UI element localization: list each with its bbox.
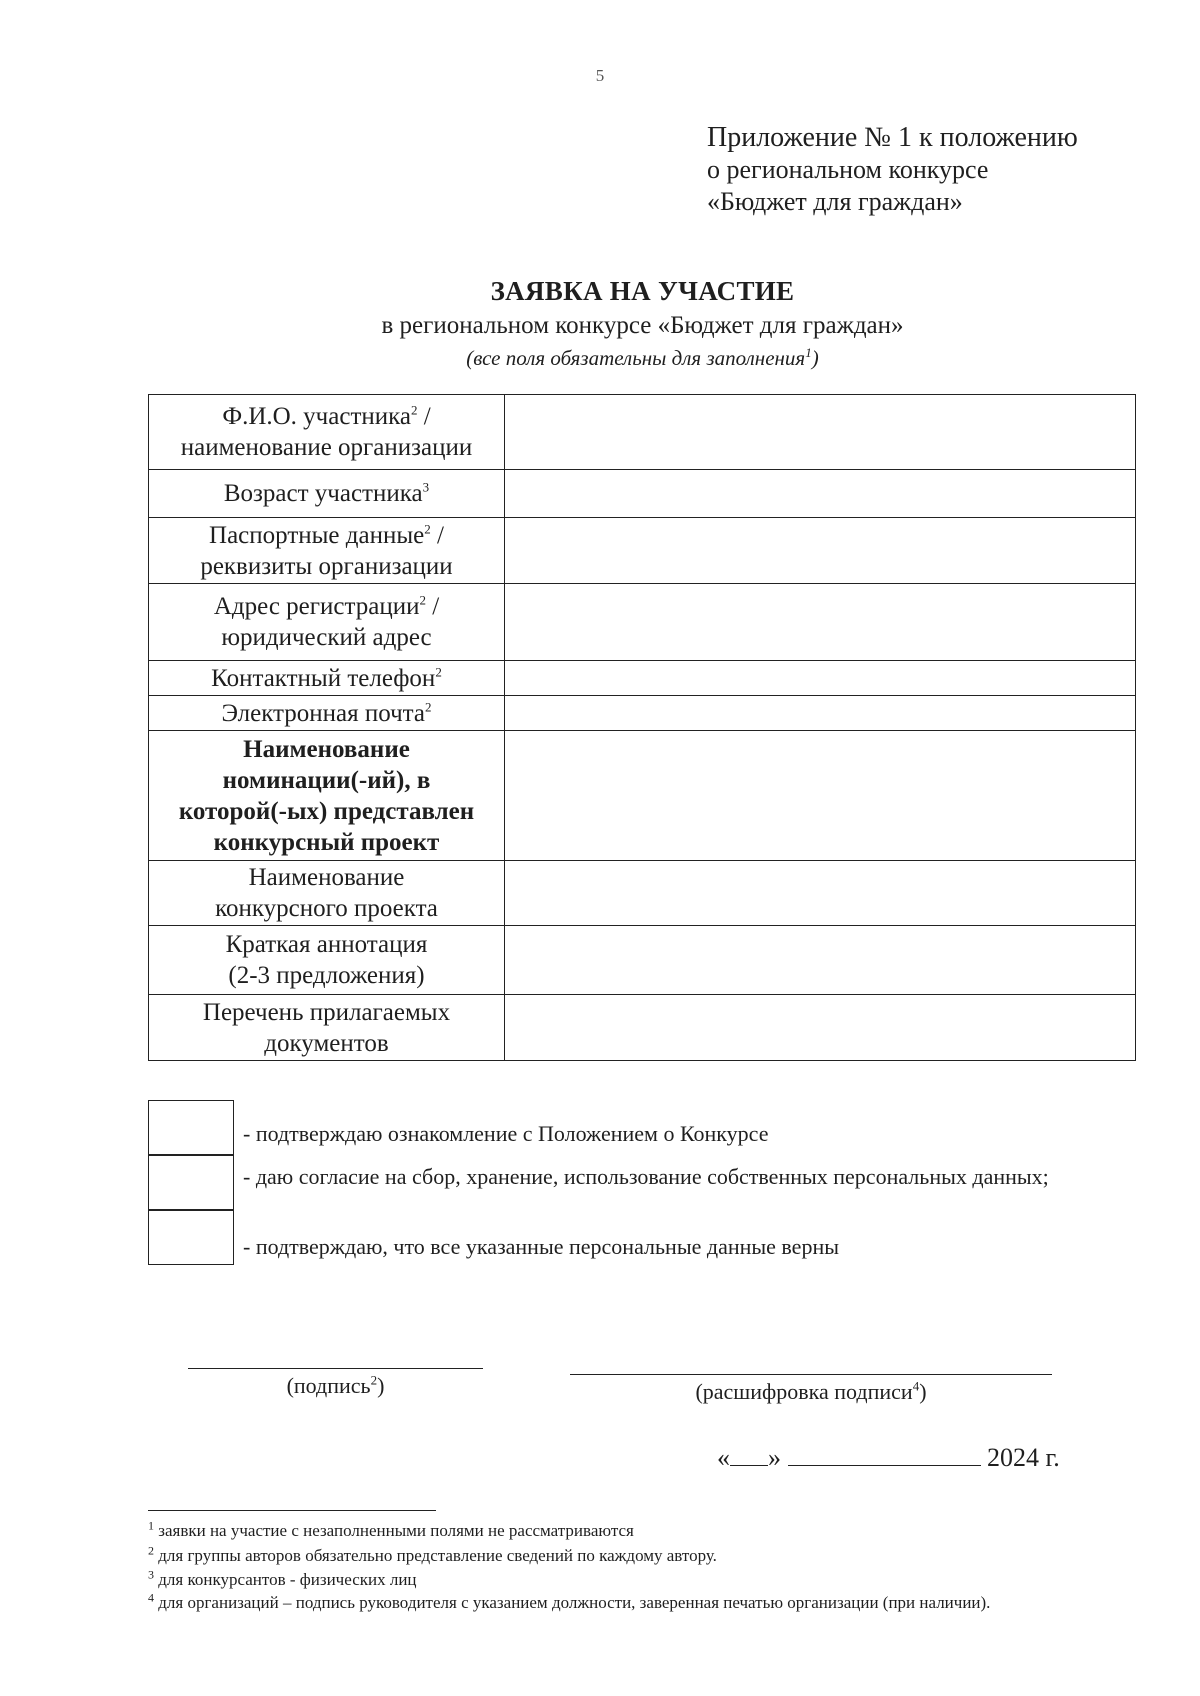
footnote-2 <box>148 1543 1136 1566</box>
field-label-passport <box>149 518 505 584</box>
required-note-text: (все поля обязательны для заполнения <box>466 346 806 370</box>
field-label-address <box>149 584 505 661</box>
field-value-address[interactable] <box>505 584 1136 661</box>
label-text: документов <box>264 1029 389 1057</box>
field-label-email <box>149 696 505 731</box>
consent-checkbox-regulations[interactable] <box>148 1100 234 1155</box>
field-value-project-name[interactable] <box>505 861 1136 926</box>
label-text: которой(-ых) представлен <box>178 797 475 825</box>
label-text: номинации(-ий), в <box>222 766 431 794</box>
table-row <box>149 518 1136 584</box>
footnote-ref: 2 <box>370 1372 378 1388</box>
date-month-blank[interactable] <box>788 1441 981 1466</box>
footnote-ref: 4 <box>912 1378 920 1394</box>
footnote-separator <box>148 1510 436 1511</box>
signature-label <box>188 1373 483 1399</box>
annex-line-2: о региональном конкурсе <box>707 155 989 184</box>
consent-text-data-correct: - подтверждаю, что все указанные персональные данные верны <box>243 1234 839 1259</box>
table-row <box>149 696 1136 731</box>
footnote-1 <box>148 1518 1136 1541</box>
table-row <box>149 731 1136 861</box>
label-text: конкурсный проект <box>213 828 440 856</box>
consent-text-regulations: - подтверждаю ознакомление с Положением о Конкурсе <box>243 1121 769 1146</box>
required-note <box>0 346 1200 371</box>
footnote-ref: 1 <box>805 345 812 360</box>
required-note-close: ) <box>811 346 819 370</box>
signature-label-text: (подпись <box>286 1373 371 1398</box>
field-value-passport[interactable] <box>505 518 1136 584</box>
consent-text-personal-data: - даю согласие на сбор, хранение, использование собственных персональных данных; <box>243 1164 1049 1189</box>
label-text: Наименование <box>243 735 410 763</box>
table-row <box>149 395 1136 470</box>
label-text: / <box>430 521 444 549</box>
footnote-number: 2 <box>148 1543 154 1558</box>
label-text: Адрес регистрации <box>213 593 420 620</box>
field-value-phone[interactable] <box>505 661 1136 696</box>
page-number: 5 <box>595 66 605 85</box>
date-open-quote: « <box>717 1443 730 1472</box>
field-label-nomination <box>149 731 505 861</box>
table-row <box>149 470 1136 518</box>
field-label-annotation <box>149 926 505 995</box>
signature-line[interactable] <box>188 1368 483 1369</box>
annex-line-3: «Бюджет для граждан» <box>707 187 963 216</box>
field-label-documents <box>149 995 505 1061</box>
field-value-email[interactable] <box>505 696 1136 731</box>
label-text: Контактный телефон <box>211 664 436 692</box>
signature-decode-label <box>570 1379 1052 1405</box>
footnote-number: 3 <box>148 1567 154 1582</box>
table-row <box>149 661 1136 696</box>
label-text: Краткая аннотация <box>225 931 428 958</box>
signature-decode-line[interactable] <box>570 1374 1052 1375</box>
application-form-table <box>148 394 1136 1061</box>
date-year: 2024 г. <box>987 1443 1060 1472</box>
field-value-nomination[interactable] <box>505 731 1136 861</box>
table-row <box>149 926 1136 995</box>
consent-checkbox-personal-data[interactable] <box>148 1155 234 1210</box>
label-text: Возраст участника <box>223 480 423 507</box>
date-day-blank[interactable] <box>730 1441 768 1466</box>
label-text: Наименование <box>248 864 405 891</box>
label-text: реквизиты организации <box>200 552 453 580</box>
label-text: Паспортные данные <box>209 521 425 549</box>
table-row <box>149 861 1136 926</box>
label-text: Электронная почта <box>221 699 426 727</box>
annex-reference <box>707 122 1078 218</box>
table-row <box>149 584 1136 661</box>
field-value-age[interactable] <box>505 470 1136 518</box>
label-text: / <box>417 403 431 430</box>
footnote-text: для группы авторов обязательно представление сведений по каждому автору. <box>154 1546 717 1565</box>
field-value-fio[interactable] <box>505 395 1136 470</box>
label-text: юридический адрес <box>221 624 432 651</box>
footnote-ref: 2 <box>419 592 426 608</box>
annex-line-1: Приложение № 1 к положению <box>707 122 1078 153</box>
footnote-3 <box>148 1567 1136 1590</box>
field-label-age <box>149 470 505 518</box>
footnote-4 <box>148 1590 1136 1613</box>
consent-checkbox-data-correct[interactable] <box>148 1210 234 1265</box>
footnote-number: 4 <box>148 1590 154 1605</box>
form-title: ЗАЯВКА НА УЧАСТИЕ <box>490 276 795 306</box>
form-subtitle: в региональном конкурсе «Бюджет для граждан» <box>381 312 904 339</box>
field-value-documents[interactable] <box>505 995 1136 1061</box>
field-label-fio <box>149 395 505 470</box>
label-text: наименование организации <box>180 434 473 461</box>
field-value-annotation[interactable] <box>505 926 1136 995</box>
label-text: конкурсного проекта <box>215 895 438 922</box>
label-text: Перечень прилагаемых <box>202 998 451 1026</box>
footnote-text: для организаций – подпись руководителя с указанием должности, заверенная печатью организации (при наличии). <box>154 1593 991 1612</box>
footnote-ref: 3 <box>422 479 430 495</box>
signature-decode-label-close: ) <box>919 1379 927 1404</box>
table-row <box>149 995 1136 1061</box>
label-text: / <box>425 593 440 620</box>
footnote-ref: 2 <box>435 664 442 680</box>
footnote-text: для конкурсантов - физических лиц <box>154 1570 417 1589</box>
date-line <box>717 1441 1060 1473</box>
footnote-ref: 2 <box>410 402 418 418</box>
label-text: Ф.И.О. участника <box>222 403 411 430</box>
footnote-ref: 2 <box>424 521 431 537</box>
label-text: (2-3 предложения) <box>228 962 425 989</box>
field-label-phone <box>149 661 505 696</box>
footnote-number: 1 <box>148 1518 154 1533</box>
signature-label-close: ) <box>377 1373 385 1398</box>
signature-decode-label-text: (расшифровка подписи <box>695 1379 913 1404</box>
footnote-text: заявки на участие с незаполненными полями не рассматриваются <box>154 1521 634 1540</box>
field-label-project-name <box>149 861 505 926</box>
footnote-ref: 2 <box>425 699 432 715</box>
date-close-quote: » <box>768 1443 781 1472</box>
